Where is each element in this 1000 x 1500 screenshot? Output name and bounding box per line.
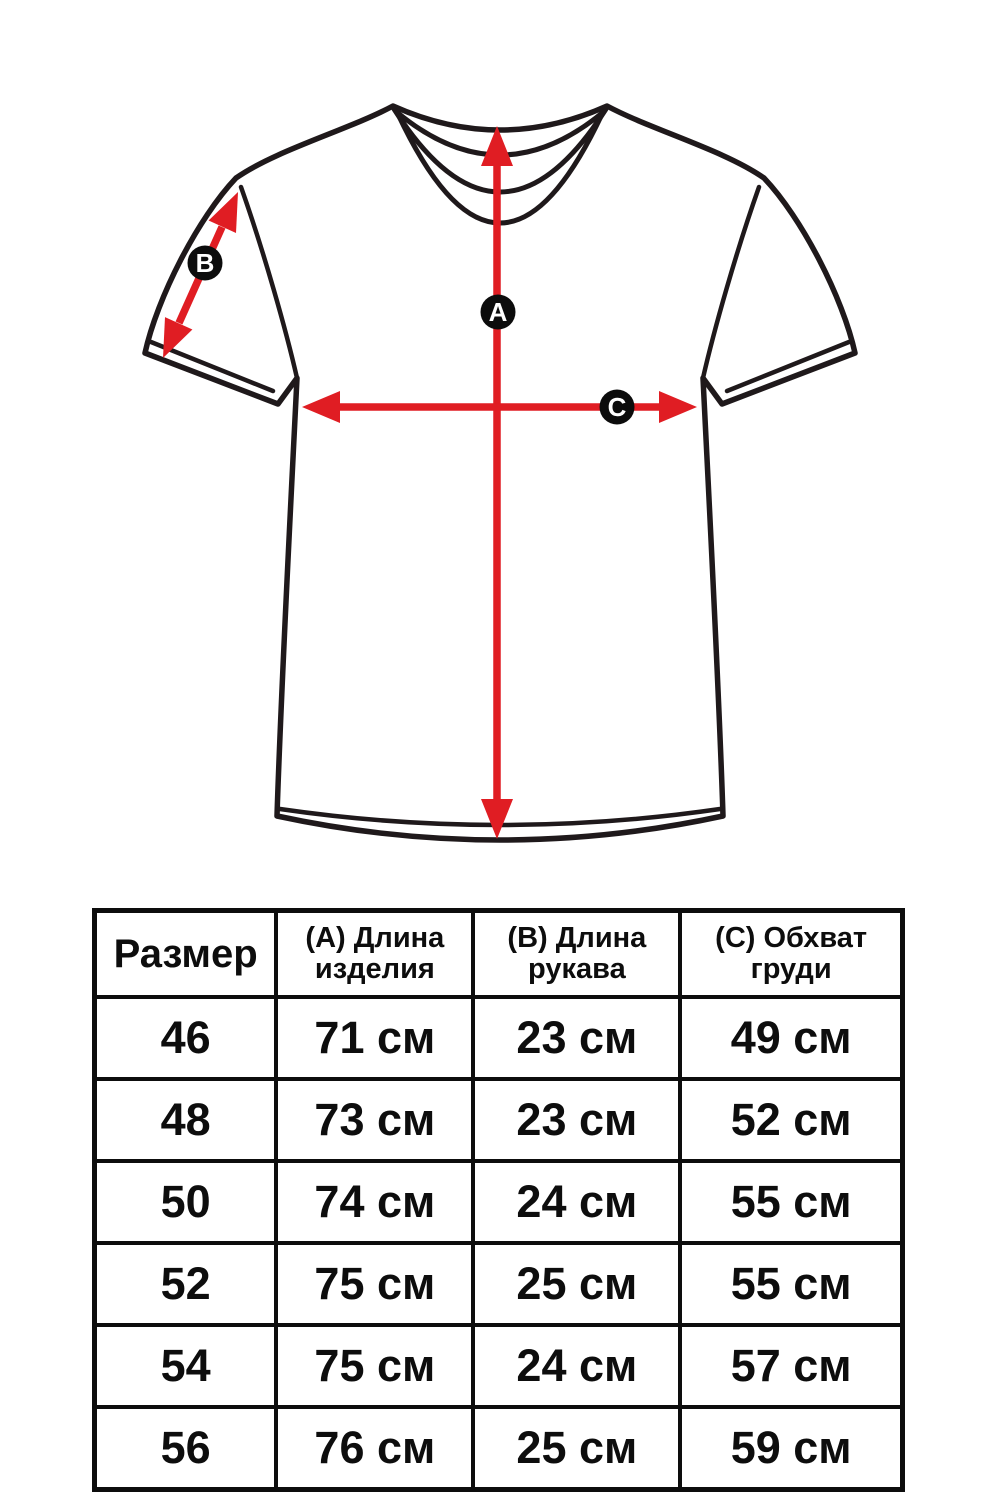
table-row <box>95 1079 903 1161</box>
marker-c <box>600 390 635 425</box>
table-row <box>95 1161 903 1243</box>
cell-length: 75 см <box>276 1243 473 1325</box>
cell-size: 54 <box>95 1325 277 1407</box>
cell-size: 46 <box>95 997 277 1079</box>
cell-size: 48 <box>95 1079 277 1161</box>
cell-chest: 55 см <box>680 1243 902 1325</box>
cell-size: 56 <box>95 1407 277 1490</box>
cell-chest: 55 см <box>680 1161 902 1243</box>
marker-b <box>188 246 223 281</box>
cell-length: 71 см <box>276 997 473 1079</box>
header-length: (А) Длина изделия <box>276 911 473 998</box>
cell-sleeve: 24 см <box>473 1325 680 1407</box>
cell-sleeve: 25 см <box>473 1407 680 1490</box>
cell-length: 74 см <box>276 1161 473 1243</box>
table-row <box>95 1325 903 1407</box>
cell-sleeve: 24 см <box>473 1161 680 1243</box>
table-row <box>95 1407 903 1490</box>
cell-chest: 52 см <box>680 1079 902 1161</box>
cell-chest: 49 см <box>680 997 902 1079</box>
cell-length: 75 см <box>276 1325 473 1407</box>
marker-a <box>481 295 516 330</box>
cell-size: 50 <box>95 1161 277 1243</box>
cell-length: 76 см <box>276 1407 473 1490</box>
cell-sleeve: 23 см <box>473 1079 680 1161</box>
marker-b-label: B <box>195 248 215 278</box>
table-row <box>95 997 903 1079</box>
header-size: Размер <box>95 911 277 998</box>
header-sleeve: (В) Длина рукава <box>473 911 680 998</box>
marker-c-label: C <box>607 392 627 422</box>
size-table-header-row <box>95 911 903 998</box>
cell-size: 52 <box>95 1243 277 1325</box>
cell-chest: 59 см <box>680 1407 902 1490</box>
cell-sleeve: 25 см <box>473 1243 680 1325</box>
cell-sleeve: 23 см <box>473 997 680 1079</box>
table-row <box>95 1243 903 1325</box>
size-table <box>92 908 905 1492</box>
cell-chest: 57 см <box>680 1325 902 1407</box>
cell-length: 73 см <box>276 1079 473 1161</box>
header-chest: (С) Обхват груди <box>680 911 902 998</box>
marker-a-label: A <box>488 297 508 327</box>
